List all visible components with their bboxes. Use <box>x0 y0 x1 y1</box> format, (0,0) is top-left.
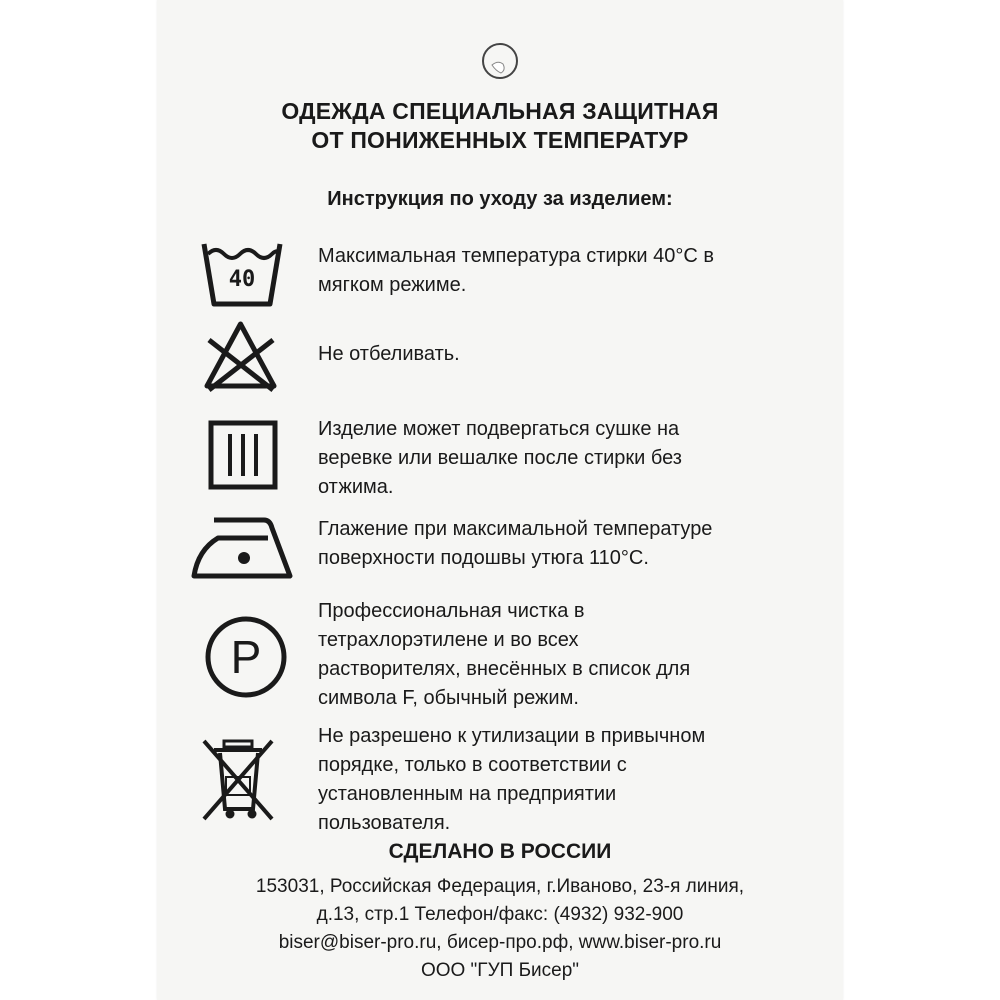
hang-hole-icon <box>479 40 521 82</box>
no-bin-icon <box>200 737 276 823</box>
care-line: порядке, только в соответствии с <box>318 754 627 776</box>
wash-40-icon <box>200 240 285 308</box>
instructions-heading: Инструкция по уходу за изделием: <box>327 188 673 210</box>
care-line: Изделие может подвергаться сушке на <box>318 418 680 440</box>
care-line: Профессиональная чистка в <box>318 600 585 622</box>
line-dry-icon <box>208 420 278 490</box>
dry-clean-p-icon <box>203 614 289 700</box>
contact-line: biser@biser-pro.ru, бисер-про.рф, www.biser-pro.ru <box>278 932 722 953</box>
care-line: тетрахлорэтилене и во всех <box>318 629 579 651</box>
do-not-bleach-icon <box>203 320 278 392</box>
iron-low-icon <box>190 514 296 582</box>
care-text-wash <box>318 242 818 300</box>
title-line-1: ОДЕЖДА СПЕЦИАЛЬНАЯ ЗАЩИТНАЯ <box>281 98 719 124</box>
wash-temp-label: 40 <box>228 267 256 292</box>
care-line: Глажение при максимальной температуре <box>318 518 713 540</box>
address-line: д.13, стр.1 Телефон/факс: (4932) 932-900 <box>316 904 684 925</box>
care-text-iron <box>318 515 818 573</box>
care-line: установленным на предприятии <box>318 783 617 805</box>
care-line: Максимальная температура стирки 40°C в <box>318 245 715 267</box>
dry-clean-letter: P <box>230 631 262 683</box>
care-line: растворителях, внесённых в список для <box>318 658 691 680</box>
care-line: поверхности подошвы утюга 110°C. <box>318 547 649 569</box>
care-text-dryclean <box>318 597 818 713</box>
care-text-bleach <box>318 340 818 369</box>
care-text-disposal <box>318 722 818 838</box>
care-line: Не разрешено к утилизации в привычном <box>318 725 706 747</box>
care-text-dry <box>318 415 818 502</box>
company-name: ООО "ГУП Бисер" <box>420 960 580 981</box>
care-line: пользователя. <box>318 812 451 834</box>
care-line: отжима. <box>318 476 394 498</box>
address-line: 153031, Российская Федерация, г.Иваново, 23-я линия, <box>255 876 745 897</box>
care-line: мягком режиме. <box>318 274 467 296</box>
care-line: Не отбеливать. <box>318 343 460 365</box>
care-line: веревке или вешалке после стирки без <box>318 447 682 469</box>
made-in-russia: СДЕЛАНО В РОССИИ <box>388 840 612 863</box>
care-line: символа F, обычный режим. <box>318 687 579 709</box>
title-line-2: ОТ ПОНИЖЕННЫХ ТЕМПЕРАТУР <box>311 127 689 153</box>
